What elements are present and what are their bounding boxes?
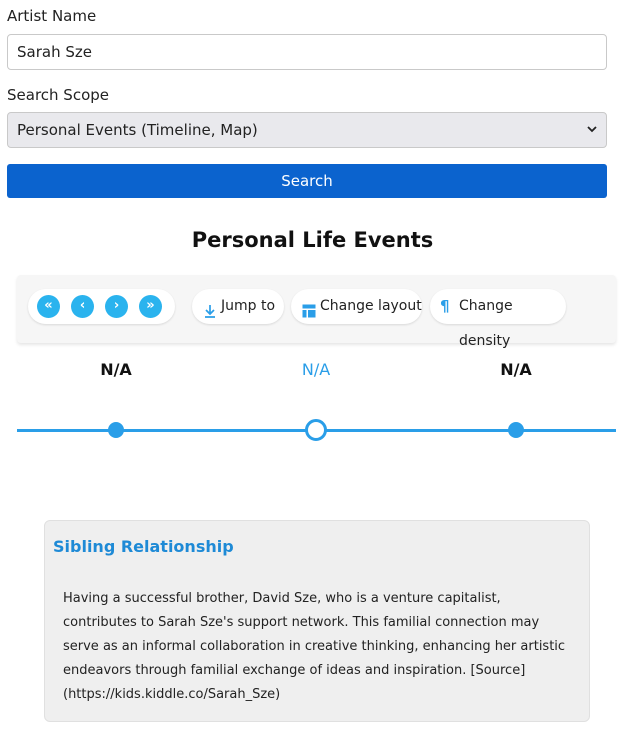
- next-button[interactable]: ›: [105, 295, 128, 318]
- jump-to-button[interactable]: [192, 289, 284, 324]
- artist-name-input[interactable]: Sarah Sze: [7, 34, 607, 70]
- last-button[interactable]: »: [139, 295, 162, 318]
- search-scope-label: Search Scope: [7, 86, 109, 104]
- change-layout-label: Change layout: [320, 298, 422, 314]
- download-icon: [202, 298, 218, 314]
- change-density-button[interactable]: [430, 289, 566, 349]
- timeline-date-label[interactable]: N/A: [301, 360, 331, 379]
- search-scope-select[interactable]: [7, 112, 607, 148]
- artist-name-label: Artist Name: [7, 7, 97, 25]
- event-description: Having a successful brother, David Sze, who is a venture capitalist, contributes to Sarah Sze's support network. This familial connection may serve as an informal collaboration in creative thinking, enhancing her artistic endeavors through familial exchange of ideas and inspiration. [Source](https://kids.kiddle.co/Sarah_Sze): [63, 591, 566, 702]
- event-title: Sibling Relationship: [53, 537, 234, 556]
- timeline-date-label[interactable]: N/A: [500, 360, 532, 379]
- change-layout-button[interactable]: [291, 289, 422, 324]
- timeline-date-label[interactable]: N/A: [100, 360, 132, 379]
- search-button[interactable]: Search: [7, 164, 607, 198]
- layout-icon: [301, 298, 317, 314]
- change-density-label: Change density: [459, 298, 513, 349]
- jump-to-label: Jump to: [221, 298, 276, 314]
- event-card: [44, 520, 590, 722]
- previous-button[interactable]: ‹: [71, 295, 94, 318]
- timeline-dot[interactable]: [108, 422, 124, 438]
- navigation-group: [28, 289, 175, 324]
- section-title: Personal Life Events: [191, 228, 434, 252]
- timeline-dot-current[interactable]: [305, 419, 327, 441]
- timeline-dot[interactable]: [508, 422, 524, 438]
- pilcrow-icon: ¶: [440, 297, 450, 315]
- timeline-toolbar: [17, 275, 616, 349]
- chevron-down-icon: [586, 113, 598, 160]
- search-scope-value: Personal Events (Timeline, Map): [17, 121, 258, 139]
- first-button[interactable]: «: [37, 295, 60, 318]
